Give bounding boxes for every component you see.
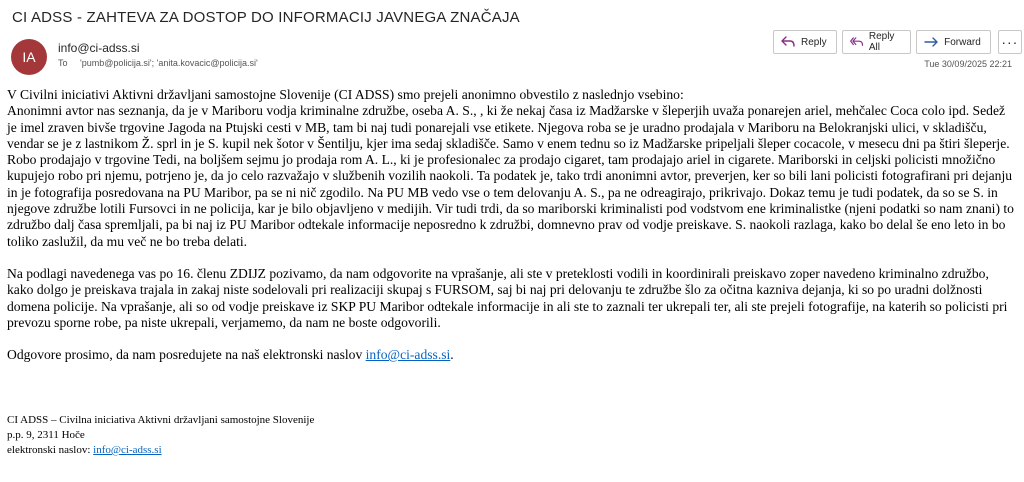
- forward-button[interactable]: [916, 30, 991, 54]
- signature-address: p.p. 9, 2311 Hoče: [7, 429, 85, 441]
- recipients-row: [58, 58, 258, 68]
- sender-avatar[interactable]: IA: [11, 39, 47, 75]
- forward-icon: [924, 36, 938, 48]
- reply-all-icon: [850, 36, 863, 48]
- body-intro: V Civilni iniciativi Aktivni državljani samostojne Slovenije (CI ADSS) smo prejeli anonimno obvestilo z naslednjo vsebino:: [7, 87, 684, 102]
- email-subject: CI ADSS - ZAHTEVA ZA DOSTOP DO INFORMACIJ JAVNEGA ZNAČAJA: [12, 9, 520, 26]
- reply-all-label: Reply All: [868, 31, 895, 53]
- reply-all-button[interactable]: [842, 30, 912, 54]
- body-closing: [7, 347, 1017, 363]
- body-paragraph-1: Anonimni avtor nas seznanja, da je v Mariboru vodja kriminalne združbe, oseba A. S., , ki že nekaj časa iz Madžarske v šleperjih uvaža ponarejen ariel, mehčalec Coca colo ipd. Sedež je imel zraven bivše trgovine Jagoda na Ptujski cesti v MB, tam bi naj tudi ponarejali vse etikete. Njegova roba se je uradno prodajala v Mariboru na Belokranjski ulici, v skladišču, vendar se je z lastnikom Ž. sprl in je S. kupil nek šotor v Šentilju, kjer ima sedaj skladišče. Samo v enem tednu so iz Madžarske pripeljali šleper cocacole, v mesecu dni pa štiri šleperje. Robo prodajajo v trgovine Tedi, na boljšem sejmu jo prodaja rom A. L., ki je profesionalec za prodajo cigaret, tam prodajajo ariel in cigarete. Mariborski in celjski policisti množično kupujejo robo pri njemu, potrjeno je, da jo celo razvažajo v službenih vozilih naokoli. Ta podatek je, tako trdi anonimni avtor, preverjen, ker so bili lani policisti fotografirani pri dejanju in je fotografija posredovana na PU Maribor, pa se ni nič zgodilo. Na PU MB vedo vse o tem delovanju A. S., pa ne odreagirajo, prikrivajo. Dokaz temu je tudi podatek, da so se S. in njegove združbe lotili Fursovci in ne policija, kar je bilo objavljeno v medijih. Vir tudi trdi, da so mariborski kriminalisti pod vodstvom ene kriminalistke (njeni podatki so nam znani) to združbo dalj časa spremljali, pa bi naj iz PU Maribor odtekale informacije neposredno k združbi, domnevno prav od vodje preiskave. S. naokoli razlaga, kako bo delal še eno leto in bo toliko zaslužil, da mu več ne bo treba delati.: [7, 103, 1014, 249]
- signature: [7, 413, 314, 458]
- signature-email-label: elektronski naslov:: [7, 444, 94, 456]
- more-actions-button[interactable]: [998, 30, 1022, 54]
- reply-label: Reply: [801, 36, 827, 48]
- closing-email-link[interactable]: info@ci-adss.si: [365, 347, 451, 363]
- signature-email-row: [7, 443, 314, 458]
- sender-address[interactable]: info@ci-adss.si: [58, 41, 140, 55]
- reply-icon: [781, 36, 795, 48]
- to-label: To: [58, 58, 68, 68]
- recipients-list[interactable]: 'pumb@policija.si'; 'anita.kovacic@policija.si': [80, 58, 258, 68]
- signature-email-link[interactable]: info@ci-adss.si: [93, 444, 162, 456]
- message-body: [7, 87, 1017, 363]
- closing-text: Odgovore prosimo, da nam posredujete na naš elektronski naslov: [7, 347, 366, 363]
- reply-button[interactable]: [773, 30, 837, 54]
- body-paragraph-2: Na podlagi navedenega vas po 16. členu ZDIJZ pozivamo, da nam odgovorite na vprašanje, ali ste v preteklosti vodili in koordinirali preiskavo zoper navedeno kriminalno združbo, kako dolgo je preiskava trajala in zakaj niste sodelovali pri realizaciji skupaj s FURSOM, saj bi naj pri delovanju te združbe šlo za očitna kazniva dejanja, ki so po uradni dolžnosti domena policije. Na vprašanje, ali so od vodje preiskave iz SKP PU Maribor odtekale informacije in ali ste to zaznali ter ukrepali ter, ali ste prejeli fotografije, na katerih so policisti pri prevozu sporne robe, pa niste ukrepali, verjamemo, da nam ne boste odgovorili.: [7, 265, 1008, 330]
- message-timestamp: Tue 30/09/2025 22:21: [924, 59, 1012, 69]
- more-icon: ···: [1001, 34, 1019, 50]
- signature-org: CI ADSS – Civilna iniciativa Aktivni državljani samostojne Slovenije: [7, 414, 315, 426]
- forward-label: Forward: [944, 36, 981, 48]
- message-actions: [773, 30, 1024, 54]
- closing-suffix: .: [450, 347, 454, 363]
